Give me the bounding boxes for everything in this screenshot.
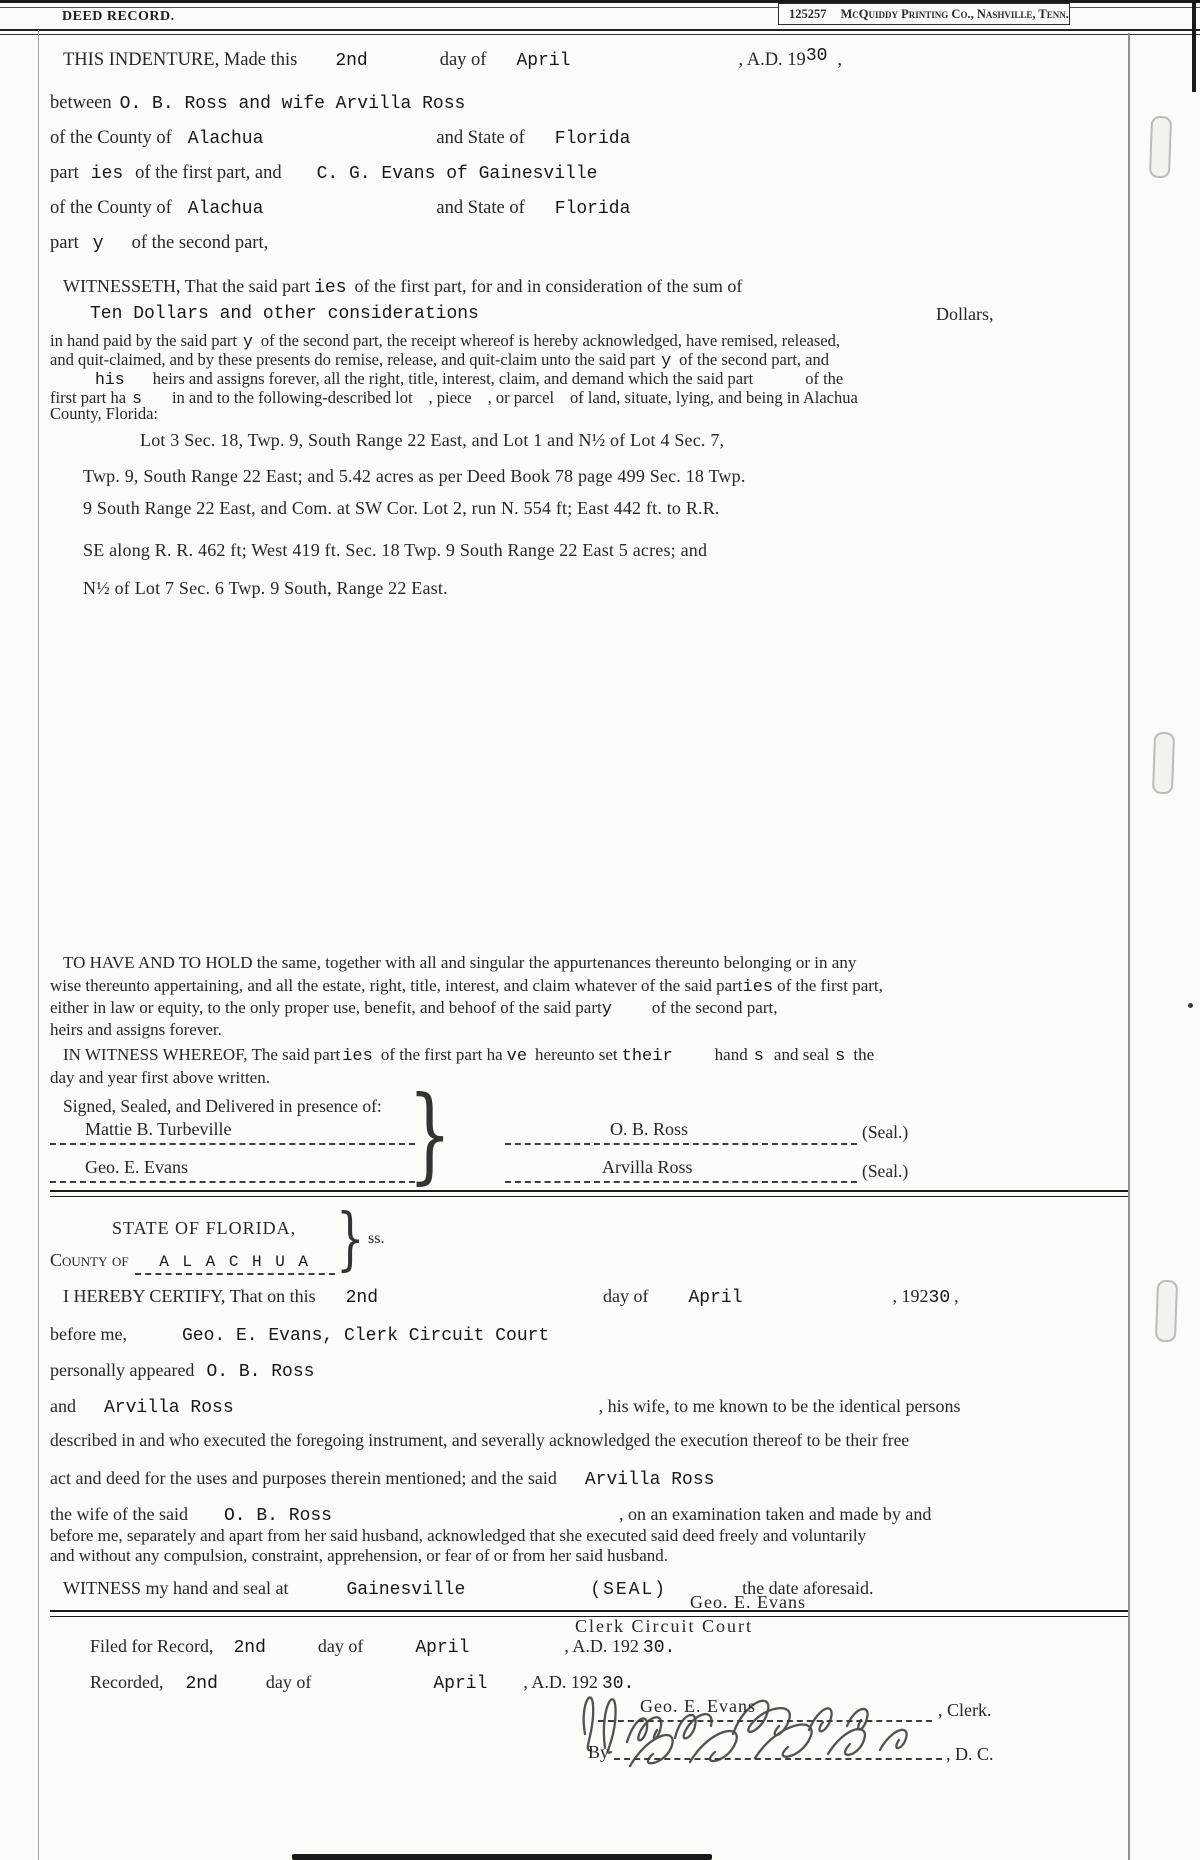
printer-name: McQuiddy Printing Co., Nashville, Tenn. (840, 6, 1069, 21)
witness-clause-line-1 (63, 1045, 874, 1066)
state-fill: Florida (554, 199, 631, 219)
wife-of-line (50, 1504, 931, 1526)
signature-brace: } (408, 1073, 452, 1195)
right-margin-line (1128, 33, 1130, 1860)
date-aforesaid-label: the date aforesaid. (742, 1578, 874, 1598)
hab-text: of the first part, (777, 976, 883, 995)
wife-fill: Arvilla Ross (584, 1470, 715, 1490)
comma: , (954, 1286, 959, 1306)
seal-label-1: (Seal.) (862, 1122, 909, 1142)
bottom-scan-band (292, 1854, 712, 1860)
form-line-part-first (50, 163, 597, 184)
state-of-label: and State of (436, 198, 525, 218)
grantee-fill: C. G. Evans of Gainesville (316, 164, 598, 184)
witness-line-1 (50, 1143, 415, 1145)
consideration-fill: Ten Dollars and other considerations (90, 304, 479, 324)
ss-label: ss. (368, 1230, 385, 1247)
month-fill: April (415, 1638, 470, 1658)
granting-para-line-4 (50, 388, 858, 408)
day-of-label: day of (317, 1636, 364, 1656)
deed-record-title: DEED RECORD. (62, 9, 175, 24)
habendum-line-3 (50, 998, 777, 1019)
part-suffix-fill: y (661, 351, 672, 370)
ad-label: , A.D. 192 (523, 1672, 598, 1692)
consideration-fill-line (90, 303, 479, 324)
para-text: heirs and assigns forever, all the right, title, interest, claim, and demand which the said part (152, 369, 754, 388)
property-description-line-2: Twp. 9, South Range 22 East; and 5.42 acres as per Deed Book 78 page 499 Sec. 18 Twp. (83, 466, 746, 486)
notary-state: STATE OF FLORIDA, (112, 1218, 297, 1238)
left-margin-line (38, 30, 39, 1860)
para-text: and quit-claimed, and by these presents do remise, release, and quit-claim unto the said part (50, 350, 656, 369)
part-suffix-fill: ies (90, 164, 124, 184)
binder-hole (1152, 732, 1175, 795)
month-fill: April (688, 1288, 743, 1308)
para-text: of land, situate, lying, and being in Alachua (570, 388, 858, 407)
clerk-signature-line (598, 1720, 932, 1722)
county-fill: Alachua (187, 199, 264, 219)
form-line-county-1 (50, 128, 630, 149)
indenture-label: THIS INDENTURE, Made this (63, 50, 298, 70)
trailing-comma: , (837, 50, 843, 70)
and-label: and (50, 1396, 76, 1416)
right-scan-edge (1192, 0, 1196, 92)
header-double-rule (0, 29, 1200, 35)
county-of-label: of the County of (50, 128, 172, 148)
form-line-part-second (50, 233, 268, 254)
county-of-label: of the County of (50, 198, 172, 218)
county-fill-underlined (135, 1251, 335, 1275)
printer-imprint-box (778, 3, 1070, 25)
part-suffix-fill: ies (742, 978, 774, 997)
act-deed-line (50, 1468, 714, 1490)
notary-county-line (50, 1250, 335, 1275)
witness-clause-line-2: day and year first above written. (50, 1068, 270, 1087)
witness-line-2 (50, 1181, 415, 1183)
between-label: between (50, 93, 112, 113)
without-compulsion-line: and without any compulsion, constraint, apprehension, or fear of or from her said husband. (50, 1546, 668, 1565)
place-fill: Gainesville (346, 1580, 466, 1600)
para-text: , piece (428, 388, 472, 407)
month-fill: April (516, 51, 571, 71)
grantor-signature-1: O. B. Ross (610, 1119, 689, 1139)
para-text: first part ha (50, 388, 127, 407)
grantor-signature-line-1 (505, 1143, 857, 1145)
wife-of-label: the wife of the said (50, 1504, 188, 1524)
wc-text: IN WITNESS WHEREOF, The said part (63, 1045, 341, 1064)
state-fill: Florida (554, 129, 631, 149)
form-line-indenture (63, 46, 843, 71)
officer-fill: Geo. E. Evans, Clerk Circuit Court (181, 1326, 550, 1346)
part-suffix-fill: y (601, 1000, 612, 1019)
consideration-label: of the first part, for and in consideration of the sum of (354, 276, 743, 296)
property-description-line-3: 9 South Range 22 East, and Com. at SW Cor. Lot 2, run N. 554 ft; East 442 ft. to R.R. (83, 498, 720, 518)
part-suffix-fill: y (242, 332, 253, 351)
dc-label: , D. C. (946, 1744, 994, 1764)
by-label: By (588, 1742, 610, 1762)
examination-label: , on an examination taken and made by and (618, 1504, 932, 1524)
appeared-label: personally appeared (50, 1360, 195, 1380)
hab-text: either in law or equity, to the only proper use, benefit, and behoof of the said part (50, 998, 602, 1017)
day-fill: 2nd (185, 1674, 218, 1694)
part-suffix-fill: ies (314, 278, 347, 298)
second-part-label: of the second part, (131, 233, 269, 253)
year-label: , 192 (892, 1286, 929, 1306)
hab-text: wise thereunto appertaining, and all the estate, right, title, interest, and claim whatever of the said part (50, 976, 743, 995)
wc-text: the (853, 1045, 875, 1064)
heirs-fill: his (95, 370, 125, 389)
day-of-label: day of (603, 1286, 649, 1306)
habendum-line-2 (50, 976, 883, 997)
binder-hole (1149, 116, 1172, 179)
year-fill: 30 (928, 1288, 951, 1308)
witness-signature-2: Geo. E. Evans (85, 1157, 188, 1177)
have-suffix-fill: ve (506, 1047, 528, 1066)
separately-line: before me, separately and apart from her said husband, acknowledged that she executed said deed freely and voluntarily (50, 1526, 867, 1545)
handwritten-signature (575, 1672, 985, 1772)
granting-para-line-3 (95, 369, 843, 389)
property-description-line-1: Lot 3 Sec. 18, Twp. 9, South Range 22 East, and Lot 1 and N½ of Lot 4 Sec. 7, (140, 430, 725, 450)
clerk-name-typed: Geo. E. Evans (690, 1592, 806, 1612)
form-line-between (50, 93, 465, 114)
para-text: , or parcel (487, 388, 555, 407)
ink-speck (1188, 1003, 1193, 1008)
grantor-fill: O. B. Ross and wife Arvilla Ross (119, 94, 466, 114)
certify-line (63, 1286, 959, 1308)
para-text: in hand paid by the said part (50, 331, 237, 350)
day-fill: 2nd (335, 51, 368, 71)
granting-para-line-1 (50, 331, 840, 351)
their-fill: their (621, 1047, 673, 1066)
part-label: part (50, 233, 79, 253)
form-line-county-2 (50, 198, 630, 219)
county-of-label: County of (50, 1250, 129, 1270)
presence-label: Signed, Sealed, and Delivered in presence of: (63, 1096, 382, 1116)
day-fill: 2nd (345, 1288, 379, 1308)
described-line: described in and who executed the foregoing instrument, and severally acknowledged the execution thereof to be their free (50, 1430, 910, 1450)
part-suffix-fill: ies (342, 1047, 373, 1066)
dollars-label: Dollars, (936, 304, 994, 324)
notary-brace: } (336, 1200, 365, 1279)
has-suffix-fill: s (132, 389, 142, 408)
para-text: of the second part, the receipt whereof is hereby acknowledged, have remised, released, (260, 331, 840, 350)
year-fill: 30. (642, 1638, 676, 1658)
binder-hole (1155, 1280, 1178, 1343)
s-suffix-fill: s (835, 1047, 846, 1066)
day-fill: 2nd (233, 1638, 266, 1658)
and-wife-line (50, 1396, 961, 1418)
appeared-fill: O. B. Ross (206, 1362, 315, 1382)
deputy-signature-line (614, 1758, 942, 1760)
clerk-label: , Clerk. (938, 1700, 992, 1720)
attestation-clerk-typed: Geo. E. Evans (640, 1696, 756, 1716)
wc-text: hand (714, 1045, 748, 1064)
wc-text: and seal (773, 1045, 830, 1064)
before-me-line (50, 1324, 549, 1346)
granting-para-line-2 (50, 350, 829, 370)
clerk-title-typed: Clerk Circuit Court (575, 1616, 753, 1636)
act-deed-label: act and deed for the uses and purposes therein mentioned; and the said (50, 1468, 557, 1488)
habendum-line-1: TO HAVE AND TO HOLD the same, together with all and singular the appurtenances thereunto belonging or in any (63, 953, 857, 972)
county-fill: A L A C H U A (159, 1253, 311, 1271)
filed-label: Filed for Record, (90, 1636, 214, 1656)
property-description-line-4: SE along R. R. 462 ft; West 419 ft. Sec. 18 Twp. 9 South Range 22 East 5 acres; and (83, 540, 708, 560)
witness-seal-label: WITNESS my hand and seal at (63, 1578, 289, 1598)
witnesseth-line (63, 276, 742, 298)
para-text: of the (805, 369, 844, 388)
seal-stamp: (SEAL) (590, 1580, 668, 1600)
state-of-label: and State of (436, 128, 525, 148)
grantor-signature-2: Arvilla Ross (602, 1157, 693, 1177)
part-label: part (50, 163, 79, 183)
section-separator (50, 1190, 1128, 1197)
ad-label: , A.D. 19 (738, 50, 806, 70)
day-of-label: day of (265, 1672, 312, 1692)
wife-fill: Arvilla Ross (104, 1398, 234, 1418)
witnesseth-label: WITNESSETH, That the said part (63, 276, 311, 296)
month-fill: April (433, 1674, 488, 1694)
hab-text: of the second part, (651, 998, 778, 1017)
year-fill: 30. (601, 1674, 635, 1694)
printer-number: 125257 (789, 6, 827, 21)
personally-appeared-line (50, 1360, 314, 1382)
property-description-line-5: N½ of Lot 7 Sec. 6 Twp. 9 South, Range 22 East. (83, 578, 448, 598)
seal-label-2: (Seal.) (862, 1161, 909, 1181)
his-wife-label: , his wife, to me known to be the identical persons (598, 1396, 961, 1416)
grantor-signature-line-2 (505, 1181, 857, 1183)
recorded-label: Recorded, (90, 1672, 164, 1692)
habendum-line-4: heirs and assigns forever. (50, 1020, 222, 1039)
filed-line (90, 1636, 675, 1658)
day-of-label: day of (439, 50, 487, 70)
ad-label: , A.D. 192 (564, 1636, 639, 1656)
para-text: of the second part, and (679, 350, 829, 369)
s-suffix-fill: s (753, 1047, 764, 1066)
para-text: in and to the following-described lot (171, 388, 413, 407)
year-fill: 30 (805, 46, 828, 66)
certify-label: I HEREBY CERTIFY, That on this (63, 1286, 316, 1306)
witness-signature-1: Mattie B. Turbeville (85, 1119, 232, 1139)
wc-text: of the first part ha (380, 1045, 503, 1064)
before-me-label: before me, (50, 1324, 127, 1344)
county-fill: Alachua (187, 129, 264, 149)
husband-fill: O. B. Ross (223, 1506, 332, 1526)
part-suffix-fill: y (92, 234, 104, 254)
granting-para-line-5: County, Florida: (50, 404, 159, 423)
recorded-line (90, 1672, 634, 1694)
first-part-label: of the first part, and (135, 163, 282, 183)
wc-text: hereunto set (535, 1045, 618, 1064)
